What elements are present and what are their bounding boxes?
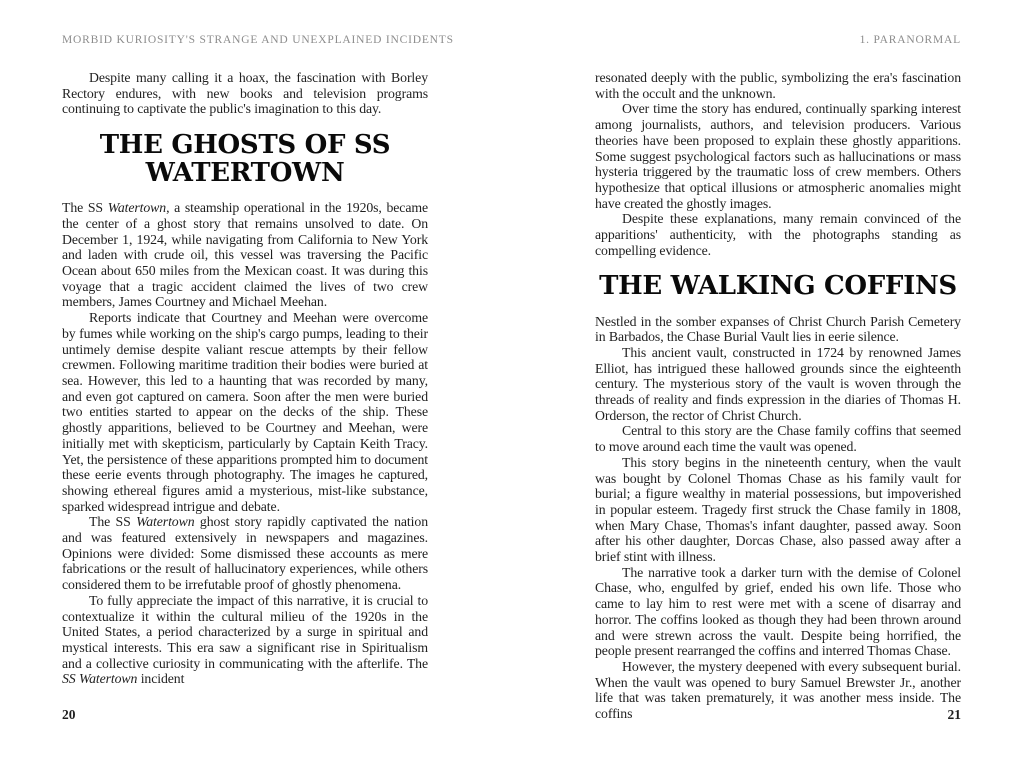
running-head-chapter-title: 1. PARANORMAL (859, 34, 961, 46)
paragraph: Nestled in the somber expanses of Christ Church Parish Cemetery in Barbados, the Chase Burial Vault lies in eerie silence. (595, 313, 961, 345)
paragraph: Central to this story are the Chase family coffins that seemed to move around each time the vault was opened. (595, 423, 961, 455)
paragraph: This ancient vault, constructed in 1724 by renowned James Elliot, has intrigued these hallowed grounds since the eighteenth century. The mysterious story of the vault is woven through the threads of reality and finds expression in the diaries of Thomas H. Orderson, the rector of Christ Church. (595, 344, 961, 423)
page-left (62, 0, 454, 768)
page-right (595, 0, 961, 768)
paragraph: The narrative took a darker turn with the demise of Colonel Chase, who, engulfed by grief, ended his own life. Those who came to lay him to rest were met with a scene of disarray and horror. The coffins looked as though they had been thrown around and were strewn across the vault. Despite being horrified, the people present rearranged the coffins and interred Thomas Chase. (595, 564, 961, 659)
page-body-right (595, 70, 961, 722)
paragraph: Despite many calling it a hoax, the fascination with Borley Rectory endures, with new books and television programs continuing to captivate the public's imagination to this day. (62, 70, 428, 117)
page-number-right: 21 (947, 707, 961, 722)
page-number-left: 20 (62, 707, 76, 722)
paragraph: Reports indicate that Courtney and Meehan were overcome by fumes while working on the ship's cargo pumps, leading to their untimely demise despite valiant rescue attempts by their fellow crewmen. Following maritime tradition their bodies were buried at sea. However, this led to a haunting that was recorded by many, and even got captured on camera. Soon after the men were buried two entities started to appear on the decks of the ship. These ghostly apparitions, believed to be Courtney and Meehan, were initially met with skepticism, particularly by Captain Keith Tracy. Yet, the persistence of these apparitions prompted him to document these eerie events through photography. The images he captured, showing ethereal figures amid a mysterious, mist-like substance, sparked widespread intrigue and debate. (62, 310, 428, 514)
running-head-book-title: MORBID KURIOSITY'S STRANGE AND UNEXPLAINED INCIDENTS (62, 34, 454, 46)
paragraph: The SS Watertown ghost story rapidly captivated the nation and was featured extensively in newspapers and magazines. Opinions were divided: Some dismissed these accounts as mere fabrications or the result of hallucinatory experiences, while others considered them to be irrefutable proof of ghostly phenomena. (62, 514, 428, 593)
page-body-left (62, 70, 428, 687)
paragraph: resonated deeply with the public, symbolizing the era's fascination with the occult and the unknown. (595, 70, 961, 101)
section-heading: THE WALKING COFFINS (599, 271, 957, 302)
paragraph: To fully appreciate the impact of this narrative, it is crucial to contextualize it within the cultural milieu of the 1920s in the United States, a period characterized by a surge in spiritual and mystical interests. This era saw a significant rise in Spiritualism and a collective curiosity in communicating with the afterlife. The SS Watertown incident (62, 592, 428, 687)
section-heading: THE GHOSTS OF SS WATERTOWN (99, 130, 391, 189)
paragraph: The SS Watertown, a steamship operational in the 1920s, became the center of a ghost story that remains unsolved to date. On December 1, 1924, while navigating from California to New York and laden with crude oil, this vessel was traversing the Pacific Ocean about 650 miles from the Mexican coast. It was during this voyage that a tragic accident claimed the lives of two crew members, James Courtney and Michael Meehan. (62, 200, 429, 310)
paragraph: However, the mystery deepened with every subsequent burial. When the vault was opened to bury Samuel Brewster Jr., another life that was taken prematurely, it was another mess inside. The coffins (595, 658, 961, 722)
paragraph: This story begins in the nineteenth century, when the vault was bought by Colonel Thomas Chase as his family vault for burial; a figure wealthy in material possessions, but impoverished in popular esteem. Tragedy first struck the Chase family in 1808, when Mary Chase, Thomas's infant daughter, passed away. Soon after his other daughter, Dorcas Chase, also passed away after a brief stint with illness. (595, 454, 961, 565)
paragraph: Over time the story has endured, continually sparking interest among journalists, authors, and television producers. Various theories have been proposed to explain these ghostly apparitions. Some suggest psychological factors such as hallucinations or mass hysteria triggered by the traumatic loss of crew members. Others hypothesize that optical illusions or atmospheric anomalies might have created the ghostly images. (595, 101, 961, 211)
paragraph: Despite these explanations, many remain convinced of the apparitions' authenticity, with the photographs standing as compelling evidence. (595, 211, 961, 258)
